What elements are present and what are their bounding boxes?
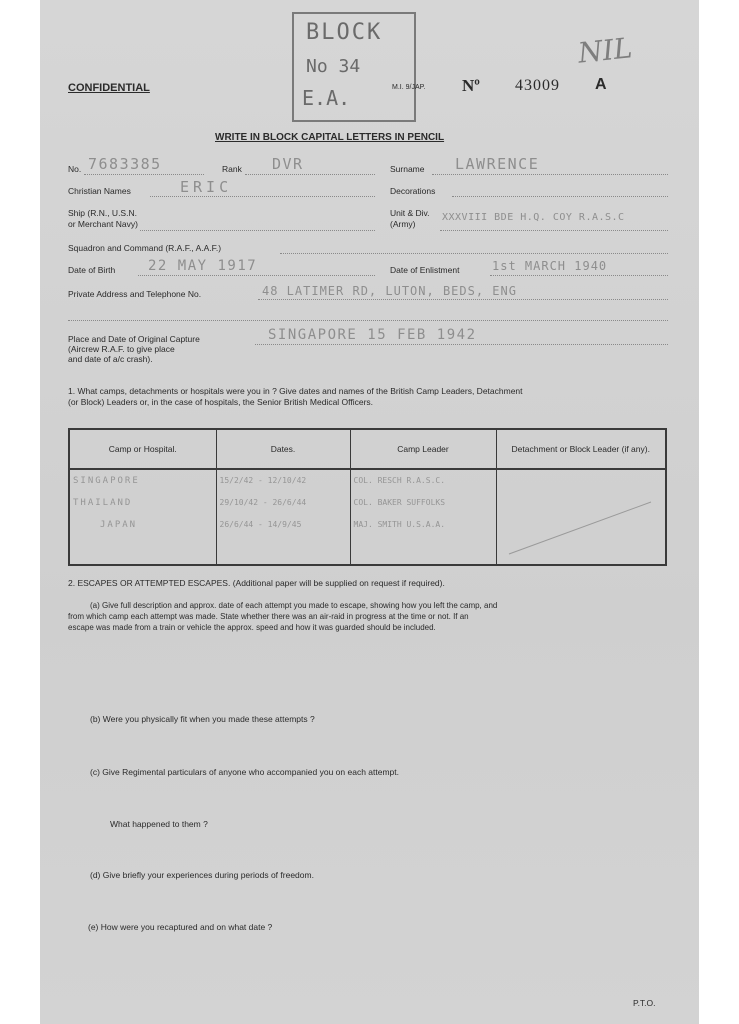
dates-cell: 15/2/42 - 12/10/42 (216, 469, 350, 498)
ship-line (140, 230, 375, 231)
confidential-label: CONFIDENTIAL (68, 82, 150, 94)
capture-label-2: (Aircrew R.A.F. to give place (68, 344, 175, 354)
capture-label-3: and date of a/c crash). (68, 354, 153, 364)
column-camp: Camp or Hospital. (69, 429, 216, 469)
section2-e: (e) How were you recaptured and on what date ? (88, 922, 273, 932)
enlistment-label: Date of Enlistment (390, 265, 460, 275)
surname-label: Surname (390, 164, 425, 174)
address-label: Private Address and Telephone No. (68, 289, 202, 299)
unit-label-1: Unit & Div. (390, 208, 430, 218)
decorations-label: Decorations (390, 186, 436, 196)
camp-cell: JAPAN (69, 520, 216, 542)
nil-annotation: NIL (576, 31, 634, 70)
section1-question-line-1: 1. What camps, detachments or hospitals were you in ? Give dates and names of the British Camp Leaders, Detachment (68, 386, 523, 396)
service-number-line (84, 174, 204, 175)
table-row (69, 469, 666, 498)
stamp-line-1: BLOCK (306, 20, 383, 45)
form-suffix: A (595, 76, 607, 93)
rank-line (245, 174, 375, 175)
christian-names-value: ERIC (180, 178, 233, 196)
rank-label: Rank (222, 164, 242, 174)
camp-cell: SINGAPORE (69, 469, 216, 498)
decorations-line (452, 196, 668, 197)
section2-c-followup: What happened to them ? (110, 819, 208, 829)
section1-question-line-2: (or Block) Leaders or, in the case of hospitals, the Senior British Medical Officers. (68, 397, 374, 407)
address-line-2 (68, 320, 668, 321)
leader-cell: COL. BAKER SUFFOLKS (350, 498, 496, 520)
squadron-line (280, 253, 668, 254)
number-label: Nº (462, 76, 480, 95)
date-of-birth-label: Date of Birth (68, 265, 116, 275)
form-number: 43009 (515, 77, 560, 94)
address-value: 48 LATIMER RD, LUTON, BEDS, ENG (262, 284, 517, 298)
section2-b: (b) Were you physically fit when you made these attempts ? (90, 714, 315, 724)
section2-a-line-1: (a) Give full description and approx. date of each attempt you made to escape, showing how you left the camp, and (90, 601, 498, 610)
block-stamp (292, 12, 416, 122)
unit-line (440, 230, 668, 231)
camps-table-header (69, 429, 666, 469)
section2-a-line-2: from which camp each attempt was made. State whether there was an air-raid in progress at the time or not. If an (68, 612, 469, 621)
column-dates: Dates. (216, 429, 350, 469)
surname-line (432, 174, 668, 175)
dates-cell: 29/10/42 - 26/6/44 (216, 498, 350, 520)
stamp-line-2: No 34 (306, 56, 361, 77)
camp-cell: THAILAND (69, 498, 216, 520)
pto-label: P.T.O. (633, 998, 656, 1008)
christian-names-label: Christian Names (68, 186, 131, 196)
squadron-label: Squadron and Command (R.A.F., A.A.F.) (68, 243, 222, 253)
column-camp-leader: Camp Leader (350, 429, 496, 469)
christian-names-line (150, 196, 375, 197)
section2-a-line-3: escape was made from a train or vehicle the approx. speed and how it was guarded should be included. (68, 623, 436, 632)
enlistment-value: 1st MARCH 1940 (492, 259, 608, 273)
service-number-value: 7683385 (88, 155, 162, 173)
enlistment-line (490, 275, 668, 276)
section2-d: (d) Give briefly your experiences during periods of freedom. (90, 870, 314, 880)
diagonal-strike-line (505, 498, 655, 558)
unit-label-2: (Army) (390, 219, 416, 229)
section2-heading: 2. ESCAPES OR ATTEMPTED ESCAPES. (Additional paper will be supplied on request if required). (68, 578, 445, 588)
dates-cell: 26/6/44 - 14/9/45 (216, 520, 350, 542)
leader-cell: COL. RESCH R.A.S.C. (350, 469, 496, 498)
date-of-birth-value: 22 MAY 1917 (148, 258, 258, 274)
column-detachment-leader: Detachment or Block Leader (if any). (496, 429, 666, 469)
surname-value: LAWRENCE (455, 155, 540, 173)
capture-label-1: Place and Date of Original Capture (68, 334, 200, 344)
detachment-cell (496, 469, 666, 498)
capture-line (255, 344, 668, 345)
stamp-line-3: E.A. (302, 86, 351, 110)
rank-value: DVR (272, 155, 304, 173)
ship-label-1: Ship (R.N., U.S.N. (68, 208, 137, 218)
form-reference: M.I. 9/JAP. (392, 84, 426, 91)
unit-value: XXXVIII BDE H.Q. COY R.A.S.C (442, 212, 625, 223)
date-of-birth-line (138, 275, 375, 276)
section2-c: (c) Give Regimental particulars of anyone who accompanied you on each attempt. (90, 767, 399, 777)
service-number-label: No. (68, 164, 82, 174)
ship-label-2: or Merchant Navy) (68, 219, 138, 229)
capture-value: SINGAPORE 15 FEB 1942 (268, 327, 477, 343)
leader-cell: MAJ. SMITH U.S.A.A. (350, 520, 496, 542)
pencil-instruction: WRITE IN BLOCK CAPITAL LETTERS IN PENCIL (215, 132, 445, 143)
address-line (258, 299, 668, 300)
